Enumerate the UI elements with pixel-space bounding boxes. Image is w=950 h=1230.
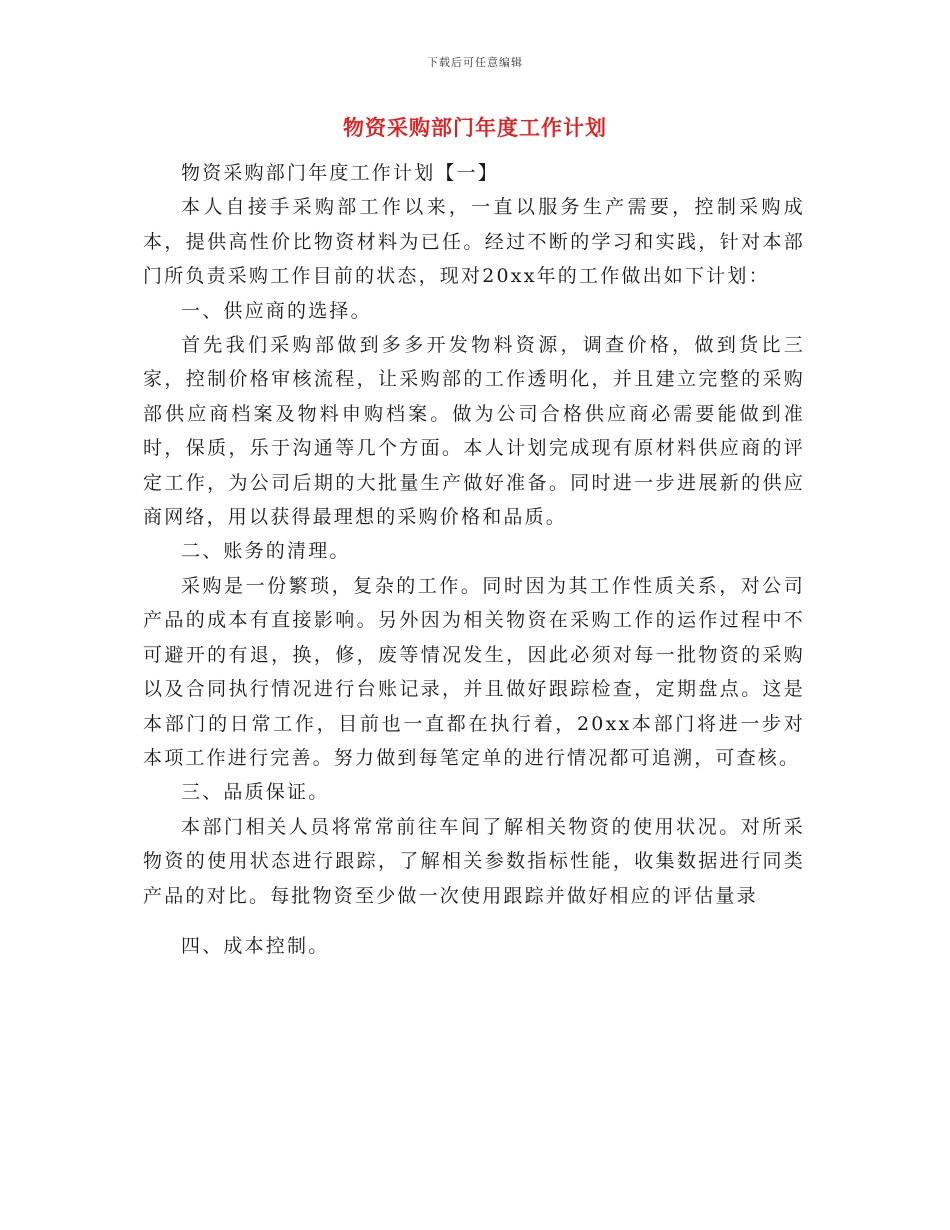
- intro-paragraph: 本人自接手采购部工作以来，一直以服务生产需要，控制采购成本，提供高性价比物资材料为已任。经过不断的学习和实践，针对本部门所负责采购工作目前的状态，现对20xx年的工作做出如下计划：: [143, 196, 805, 288]
- document-title: 物资采购部门年度工作计划: [343, 115, 607, 140]
- document-body: [143, 156, 805, 963]
- section-paragraph-1: 首先我们采购部做到多多开发物料资源，调查价格，做到货比三家，控制价格审核流程，让采购部的工作透明化，并且建立完整的采购部供应商档案及物料申购档案。做为公司合格供应商必需要能做到准时，保质，乐于沟通等几个方面。本人计划完成现有原材料供应商的评定工作，为公司后期的大批量生产做好准备。同时进一步进展新的供应商网络，用以获得最理想的采购价格和品质。: [143, 334, 805, 529]
- section-heading-2: 二、账务的清理。: [181, 540, 351, 563]
- section-subtitle: 物资采购部门年度工作计划【一】: [181, 162, 500, 184]
- section-heading-4: 四、成本控制。: [181, 934, 330, 957]
- section-heading-1: 一、供应商的选择。: [181, 299, 372, 322]
- section-paragraph-3: 本部门相关人员将常常前往车间了解相关物资的使用状况。对所采物资的使用状态进行跟踪，了解相关参数指标性能，收集数据进行同类产品的对比。每批物资至少做一次使用跟踪并做好相应的评估量录: [143, 815, 805, 907]
- header-note: 下载后可任意编辑: [427, 56, 523, 69]
- section-paragraph-2: 采购是一份繁琐，复杂的工作。同时因为其工作性质关系，对公司产品的成本有直接影响。另外因为相关物资在采购工作的运作过程中不可避开的有退，换，修，废等情况发生，因此必须对每一批物资的采购以及合同执行情况进行台账记录，并且做好跟踪检查，定期盘点。这是本部门的日常工作，目前也一直都在执行着，20xx本部门将进一步对本项工作进行完善。努力做到每笔定单的进行情况都可追溯，可查核。: [143, 574, 805, 769]
- section-heading-3: 三、品质保证。: [181, 781, 330, 804]
